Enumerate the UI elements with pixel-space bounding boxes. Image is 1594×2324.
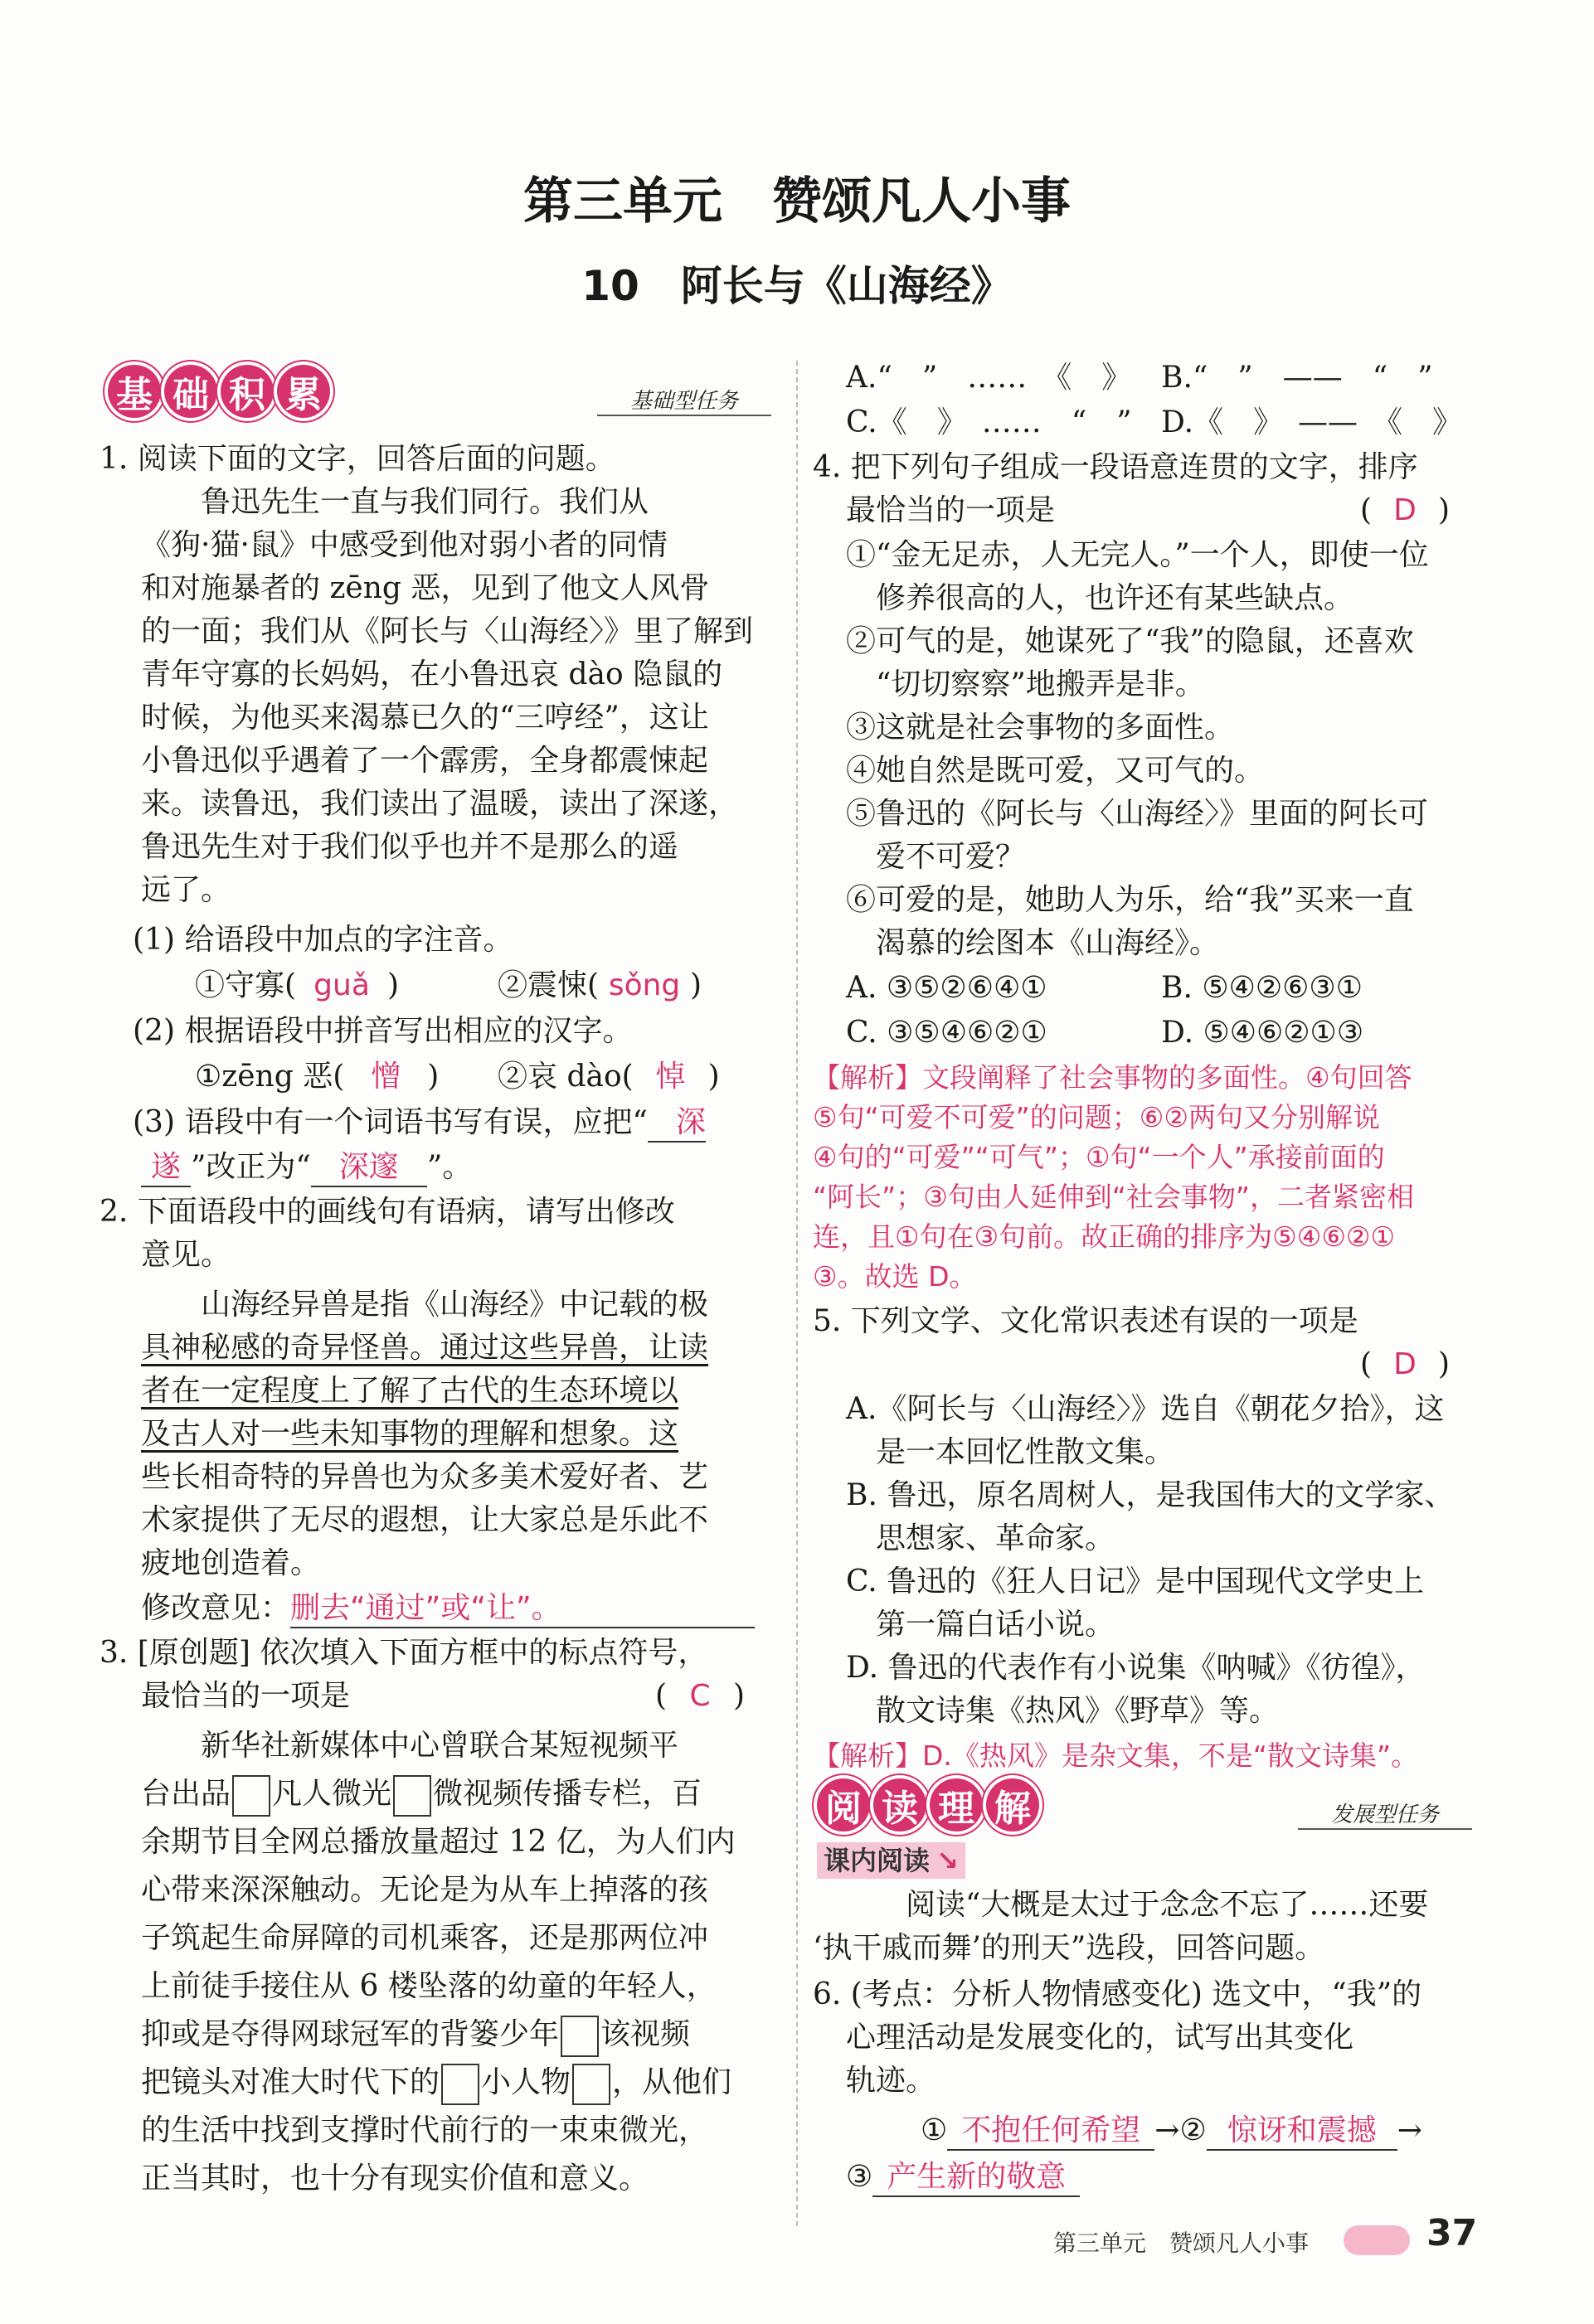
q3-text: 该视频 (600, 2017, 691, 2051)
unit-title: 第三单元 赞颂凡人小事 (523, 172, 1071, 230)
q3-stem-cont: 最恰当的一项是 (141, 1679, 351, 1713)
q4-item: ②可气的是，她谋死了“我”的隐鼠，还喜欢 (846, 624, 1414, 658)
q3-text: 小人物 (481, 2065, 571, 2099)
q2-passage-line: 山海经异兽是指《山海经》中记载的极 (141, 1288, 709, 1322)
q4-explain-line: ⑤句“可爱不可爱”的问题；⑥②两句又分别解说 (813, 1101, 1380, 1133)
q1-passage-line: 鲁迅先生对于我们似乎也并不是那么的遥 (141, 830, 679, 864)
bracket-close: ) (427, 1060, 440, 1094)
q3-passage-line: 心带来深深触动。无论是为从车上掉落的孩 (141, 1873, 709, 1907)
q1-passage-line: 鲁迅先生一直与我们同行。我们从 (141, 485, 649, 519)
q4-item: “切切察察”地搬弄是非。 (846, 667, 1205, 701)
q4-item: ③这就是社会事物的多面性。 (846, 711, 1235, 745)
section-basic-title (108, 361, 333, 422)
q4-stem-cont: 最恰当的一项是 (846, 493, 1056, 527)
section-basic-banner (108, 361, 771, 427)
q1-sub1-b-answer: sǒng (608, 968, 681, 1002)
q4-answer: D (1393, 493, 1417, 527)
q3-passage-line: 子筑起生命屏障的司机乘客，还是那两位冲 (141, 1921, 709, 1955)
bracket-close: ) (733, 1679, 746, 1713)
lesson-title: 10 阿长与《山海经》 (581, 262, 1013, 310)
q4-item: ①“金无足赤，人无完人。”一个人，即使一位 (846, 538, 1429, 572)
q1-sub1-label: (1) 给语段中加点的字注音。 (133, 923, 513, 957)
footer-text: 第三单元 赞颂凡人小事 (1053, 2229, 1310, 2257)
q3-answer: C (689, 1679, 711, 1713)
arrow-icon: ↘ (936, 1845, 959, 1876)
q6-answer-2: 惊讶和震撼 (1207, 2113, 1397, 2151)
q3-text: 抑或是夺得网球冠军的背篓少年 (141, 2017, 560, 2051)
q1-sub2-a (195, 1055, 439, 1099)
q3-text: 把镜头对准大时代下的 (141, 2065, 440, 2099)
q5-option: 思想家、革命家。 (846, 1521, 1115, 1555)
q2-stem: 2. 下面语段中的画线句有语病，请写出修改 (100, 1195, 675, 1229)
q1-passage-line: 小鲁迅似乎遇着了一个霹雳，全身都震悚起 (141, 744, 709, 778)
reading-tag (817, 1842, 965, 1879)
bracket-close: ) (1438, 493, 1451, 527)
section-char: 基 (108, 365, 161, 418)
q5-option: 第一篇白话小说。 (846, 1608, 1115, 1642)
q6-num: ③ (846, 2160, 873, 2194)
q3-passage-line: 的生活中找到支撑时代前行的一束束微光， (141, 2113, 709, 2147)
q4-explain-line: ④句的“可爱”“可气”；①句“一个人”承接前面的 (813, 1141, 1385, 1173)
q3-passage-line: 正当其时，也十分有现实价值和意义。 (141, 2161, 649, 2195)
bracket-close: ) (690, 968, 702, 1002)
q1-sub2-b-label: ②哀 dào( (498, 1060, 634, 1094)
punctuation-box[interactable] (393, 1775, 431, 1817)
section-char: 础 (164, 365, 217, 418)
q5-option: C. 鲁迅的《狂人日记》是中国现代文学史上 (846, 1565, 1425, 1599)
brand-logo-icon (1344, 2225, 1410, 2255)
task-tag: 基础型任务 (597, 384, 771, 416)
q5-explain: 【解析】D.《热风》是杂文集，不是“散文诗集”。 (813, 1739, 1419, 1772)
q5-stem: 5. 下列文学、文化常识表述有误的一项是 (813, 1304, 1358, 1338)
q4-explain-line: 连，且①句在③句前。故正确的排序为⑤④⑥②① (813, 1220, 1396, 1253)
q3-text: 微视频传播专栏，百 (433, 1777, 702, 1811)
q4-option-d: D. ⑤④⑥②①③ (1161, 1016, 1364, 1050)
q3-option-d: D.《 》 —— 《 》 (1161, 405, 1463, 439)
q4-stem: 4. 把下列句子组成一段语意连贯的文字，排序 (813, 450, 1418, 484)
q4-item: ⑤鲁迅的《阿长与〈山海经〉》里面的阿长可 (846, 797, 1429, 831)
q1-sub3 (133, 1101, 706, 1144)
q4-item: 修养很高的人，也许还有某些缺点。 (846, 581, 1354, 615)
q1-sub3-wrong-a: 深 (648, 1104, 706, 1143)
reading-tag-label: 课内阅读 (824, 1845, 931, 1876)
q3-answer-bracket (655, 1675, 745, 1718)
bracket-close: ) (707, 1060, 720, 1094)
q1-stem: 1. 阅读下面的文字，回答后面的问题。 (100, 442, 615, 476)
q4-item: 爱不可爱？ (846, 840, 1026, 874)
section-char: 解 (986, 1778, 1039, 1832)
arrow-icon: → (1397, 2113, 1422, 2147)
q3-passage-line (141, 2013, 690, 2057)
q1-sub3-end: ”。 (426, 1150, 473, 1184)
q5-option: D. 鲁迅的代表作有小说集《呐喊》《彷徨》， (846, 1651, 1426, 1685)
q4-explain-line: 【解析】文段阐释了社会事物的多面性。④句回答 (813, 1061, 1412, 1094)
bracket-close: ) (387, 968, 400, 1002)
section-char: 读 (873, 1778, 926, 1832)
q6-stem-cont: 轨迹。 (846, 2064, 936, 2098)
section-char: 累 (277, 365, 330, 418)
q6-stem: 6. (考点：分析人物情感变化) 选文中，“我”的 (813, 1977, 1422, 2011)
q1-sub2-a-label: ①zēng 恶( (195, 1060, 345, 1094)
q4-explain-line: “阿长”；③句由人延伸到“社会事物”，二者紧密相 (813, 1181, 1414, 1213)
reading-intro: 阅读“大概是太过于念念不忘了……还要 (846, 1888, 1429, 1922)
q4-answer-bracket (1360, 489, 1450, 532)
q1-sub1-a (195, 964, 399, 1007)
reading-intro-cont: ‘执干戚而舞’的刑天”选段，回答问题。 (813, 1931, 1325, 1965)
q3-passage-line: 新华社新媒体中心曾联合某短视频平 (141, 1729, 679, 1763)
q4-item: ⑥可爱的是，她助人为乐，给“我”买来一直 (846, 883, 1414, 917)
q2-passage-line: 些长相奇特的异兽也为众多美术爱好者、艺 (141, 1460, 709, 1494)
bracket-open: ( (1360, 493, 1373, 527)
q1-passage-line: 青年守寡的长妈妈，在小鲁迅哀 dào 隐鼠的 (141, 657, 723, 691)
q6-answer-row-2 (846, 2156, 1080, 2199)
q5-answer-bracket (1360, 1343, 1450, 1386)
q6-stem-cont: 心理活动是发展变化的，试写出其变化 (846, 2021, 1354, 2055)
q5-option: B. 鲁迅，原名周树人，是我国伟大的文学家、 (846, 1478, 1455, 1512)
punctuation-box[interactable] (441, 2064, 479, 2105)
q4-option-a: A. ③⑤②⑥④① (846, 971, 1047, 1005)
punctuation-box[interactable] (561, 2016, 599, 2057)
q2-passage-line: 疲地创造着。 (141, 1546, 321, 1580)
section-reading-banner (817, 1774, 1472, 1841)
q5-option: A.《阿长与〈山海经〉》选自《朝花夕拾》，这 (846, 1392, 1445, 1426)
q1-sub2-a-answer: 憎 (371, 1060, 401, 1094)
q5-answer: D (1393, 1347, 1417, 1381)
q4-item: 渴慕的绘图本《山海经》。 (846, 926, 1220, 960)
q5-option: 是一本回忆性散文集。 (846, 1435, 1175, 1469)
q1-passage-line: 远了。 (141, 873, 231, 907)
q3-option-c: C.《 》 …… “ ” (846, 405, 1132, 439)
q4-explain-line: ③。故选 D。 (813, 1260, 977, 1293)
q3-text: 凡人微光 (272, 1777, 392, 1811)
q2-passage-line: 者在一定程度上了解了古代的生态环境以 (141, 1374, 679, 1408)
q1-sub3-right: 深邃 (311, 1149, 427, 1187)
q6-answer-row-1 (921, 2109, 1422, 2152)
q2-label: 修改意见： (141, 1591, 291, 1625)
q2-passage-line: 及古人对一些未知事物的理解和想象。这 (141, 1417, 679, 1451)
q3-option-a: A.“ ” …… 《 》 (846, 361, 1132, 395)
q1-passage-line: 来。读鲁迅，我们读出了温暖，读出了深遂， (141, 787, 739, 821)
q2-stem-cont: 意见。 (141, 1238, 231, 1272)
q6-answer-1: 不抱任何希望 (947, 2113, 1154, 2151)
section-char: 阅 (817, 1778, 870, 1832)
q3-text: 台出品 (141, 1777, 231, 1811)
q2-passage-line: 具神秘感的奇异怪兽。通过这些异兽，让读 (141, 1331, 709, 1365)
punctuation-box[interactable] (572, 2064, 610, 2105)
q3-stem: 3. [原创题] 依次填入下面方框中的标点符号， (100, 1636, 708, 1670)
task-tag: 发展型任务 (1298, 1798, 1472, 1830)
q1-sub1-b (498, 964, 702, 1007)
q4-option-c: C. ③⑤④⑥②① (846, 1016, 1047, 1050)
q2-answer: 删去“通过”或“让”。 (290, 1590, 755, 1628)
q1-passage-line: 的一面；我们从《阿长与〈山海经〉》里了解到 (141, 614, 754, 648)
q1-sub2-b (498, 1055, 720, 1099)
q3-passage-line: 上前徒手接住从 6 楼坠落的幼童的年轻人， (141, 1969, 717, 2003)
q1-sub2-b-answer: 悼 (655, 1060, 686, 1094)
q6-num: ① (921, 2113, 948, 2147)
section-reading-title (817, 1774, 1042, 1836)
q1-sub3-wrong-b: 遂 (141, 1149, 191, 1187)
q3-text: ，从他们 (612, 2065, 732, 2099)
q3-passage-line (141, 2061, 731, 2105)
q3-option-b: B.“ ” —— “ ” (1161, 361, 1433, 395)
q6-answer-3: 产生新的敬意 (872, 2159, 1080, 2197)
q1-sub1-b-label: ②震悚( (498, 968, 600, 1002)
q1-sub2-label: (2) 根据语段中拼音写出相应的汉字。 (133, 1014, 633, 1048)
q1-passage-line: 《狗·猫·鼠》中感受到他对弱小者的同情 (141, 528, 668, 562)
q1-sub3-cont (141, 1146, 472, 1189)
q2-passage-line: 术家提供了无尽的遐想，让大家总是乐此不 (141, 1503, 709, 1537)
q1-sub1-a-label: ①守寡( (195, 968, 297, 1002)
q2-answer-row (141, 1587, 755, 1630)
column-divider (796, 361, 798, 2226)
q6-num: →② (1154, 2113, 1207, 2147)
section-char: 理 (930, 1778, 983, 1832)
q1-sub1-a-answer: guǎ (313, 968, 370, 1002)
q1-sub3-mid: ”改正为“ (191, 1150, 311, 1184)
q1-passage-line: 和对施暴者的 zēng 恶，见到了他文人风骨 (141, 571, 710, 605)
q4-option-b: B. ⑤④②⑥③① (1161, 971, 1363, 1005)
q3-passage-line: 余期节目全网总播放量超过 12 亿，为人们内 (141, 1825, 736, 1859)
page-number: 37 (1426, 2212, 1478, 2254)
punctuation-box[interactable] (232, 1775, 270, 1817)
q1-sub3-label: (3) 语段中有一个词语书写有误，应把“ (133, 1105, 648, 1139)
bracket-open: ( (655, 1679, 668, 1713)
q4-item: ④她自然是既可爱，又可气的。 (846, 754, 1265, 788)
bracket-close: ) (1438, 1347, 1451, 1381)
q1-passage-line: 时候，为他买来渴慕已久的“三哼经”，这让 (141, 701, 709, 735)
q5-option: 散文诗集《热风》《野草》等。 (846, 1694, 1280, 1728)
q3-passage-line (141, 1773, 702, 1817)
bracket-open: ( (1360, 1347, 1373, 1381)
section-char: 积 (221, 365, 274, 418)
